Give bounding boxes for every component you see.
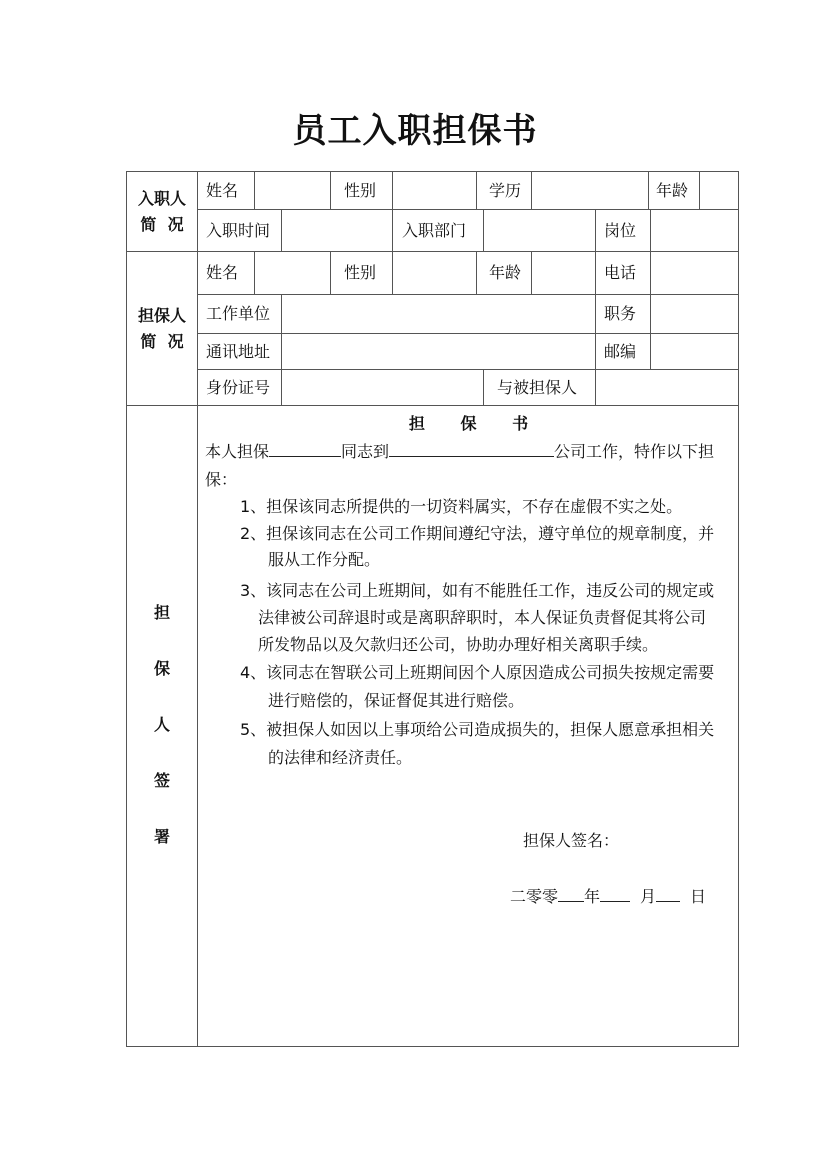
newcomer-position-field[interactable] bbox=[651, 210, 738, 251]
pledge-item-1: 1、担保该同志所提供的一切资料属实，不存在虚假不实之处。 bbox=[240, 497, 683, 516]
guarantor-gender-label: 性别 bbox=[344, 263, 377, 282]
page-title: 员工入职担保书 bbox=[292, 111, 538, 151]
year-blank[interactable] bbox=[558, 885, 584, 902]
signature-date bbox=[510, 884, 730, 910]
guarantor-gender-field[interactable] bbox=[393, 252, 476, 294]
vlabel-char: 人 bbox=[153, 715, 170, 734]
pledge-item-2a: 2、担保该同志在公司工作期间遵纪守法，遵守单位的规章制度，并 bbox=[240, 524, 715, 543]
pledge-item-5a: 5、被担保人如因以上事项给公司造成损失的，担保人愿意承担相关 bbox=[240, 720, 715, 739]
pledge-item-2b: 服从工作分配。 bbox=[268, 550, 381, 569]
newcomer-entry-time-label: 入职时间 bbox=[206, 220, 271, 240]
guarantor-age-label: 年龄 bbox=[489, 263, 522, 282]
guarantor-phone-label: 电话 bbox=[604, 263, 637, 282]
newcomer-gender-field[interactable] bbox=[393, 172, 476, 209]
pledge-intro bbox=[205, 438, 735, 466]
date-year: 年 bbox=[584, 887, 601, 906]
newcomer-age-field[interactable] bbox=[700, 172, 738, 209]
guarantor-address-label: 通讯地址 bbox=[206, 341, 271, 361]
vlabel-char: 保 bbox=[153, 659, 170, 678]
newcomer-entry-time-field[interactable] bbox=[282, 210, 392, 251]
newcomer-gender-label: 性别 bbox=[344, 180, 377, 200]
guarantor-label-line2: 简 况 bbox=[140, 331, 184, 351]
date-day: 日 bbox=[690, 887, 707, 906]
guarantor-job-title-field[interactable] bbox=[651, 295, 738, 333]
guarantor-job-title-label: 职务 bbox=[604, 304, 637, 323]
guarantor-address-field[interactable] bbox=[282, 334, 595, 369]
newcomer-label-line1: 入职人 bbox=[137, 188, 186, 208]
signature-label: 担保人签名： bbox=[523, 831, 620, 850]
pledge-intro-a: 本人担保 bbox=[205, 442, 270, 461]
day-blank[interactable] bbox=[656, 885, 680, 902]
pledge-intro-b: 同志到 bbox=[341, 442, 390, 461]
newcomer-label-line2: 简 况 bbox=[140, 214, 184, 234]
guarantor-relation-field[interactable] bbox=[596, 370, 738, 405]
pledge-item-3a: 3、该同志在公司上班期间，如有不能胜任工作，违反公司的规定或 bbox=[240, 581, 715, 600]
newcomer-education-field[interactable] bbox=[532, 172, 648, 209]
signature-vertical-label bbox=[127, 600, 197, 880]
guarantor-age-field[interactable] bbox=[532, 252, 595, 294]
vlabel-char: 签 bbox=[153, 771, 170, 790]
vlabel-char: 担 bbox=[153, 603, 170, 622]
guarantor-name-field[interactable] bbox=[255, 252, 330, 294]
guarantor-postcode-field[interactable] bbox=[651, 334, 738, 369]
guarantor-postcode-label: 邮编 bbox=[604, 341, 637, 361]
newcomer-entry-dept-label: 入职部门 bbox=[402, 220, 467, 240]
pledge-item-4a: 4、该同志在智联公司上班期间因个人原因造成公司损失按规定需要 bbox=[240, 663, 715, 682]
newcomer-name-label: 姓名 bbox=[206, 180, 239, 200]
newcomer-position-label: 岗位 bbox=[604, 220, 637, 240]
company-blank[interactable] bbox=[389, 440, 554, 457]
pledge-item-5b: 的法律和经济责任。 bbox=[268, 748, 413, 767]
pledge-title: 担 保 书 bbox=[408, 414, 529, 433]
pledge-intro-c: 公司工作，特作以下担 bbox=[554, 442, 715, 461]
pledge-item-4b: 进行赔偿的，保证督促其进行赔偿。 bbox=[268, 691, 525, 710]
guarantor-relation-label: 与被担保人 bbox=[497, 377, 578, 397]
guarantor-id-label: 身份证号 bbox=[206, 377, 271, 397]
guarantor-work-unit-field[interactable] bbox=[282, 295, 595, 333]
newcomer-section-label bbox=[127, 172, 197, 251]
signature-field[interactable] bbox=[530, 831, 590, 847]
month-blank[interactable] bbox=[600, 885, 630, 902]
newcomer-name-field[interactable] bbox=[255, 172, 330, 209]
date-prefix: 二零零 bbox=[510, 887, 559, 906]
guarantor-section-label bbox=[127, 252, 197, 405]
date-month: 月 bbox=[640, 887, 657, 906]
guarantor-label-line1: 担保人 bbox=[137, 305, 186, 325]
guarantee-person-blank[interactable] bbox=[269, 440, 341, 457]
newcomer-entry-dept-field[interactable] bbox=[484, 210, 595, 251]
newcomer-age-label: 年龄 bbox=[656, 180, 689, 200]
guarantor-id-field[interactable] bbox=[282, 370, 483, 405]
vlabel-char: 署 bbox=[153, 827, 170, 846]
pledge-item-3c: 所发物品以及欠款归还公司，协助办理好相关离职手续。 bbox=[258, 635, 659, 654]
pledge-intro-line2: 保： bbox=[205, 470, 238, 489]
pledge-item-3b: 法律被公司辞退时或是离职辞职时，本人保证负责督促其将公司 bbox=[258, 608, 707, 627]
guarantor-name-label: 姓名 bbox=[206, 263, 239, 282]
guarantor-work-unit-label: 工作单位 bbox=[206, 304, 271, 323]
guarantor-phone-field[interactable] bbox=[651, 252, 738, 294]
newcomer-education-label: 学历 bbox=[489, 180, 522, 200]
